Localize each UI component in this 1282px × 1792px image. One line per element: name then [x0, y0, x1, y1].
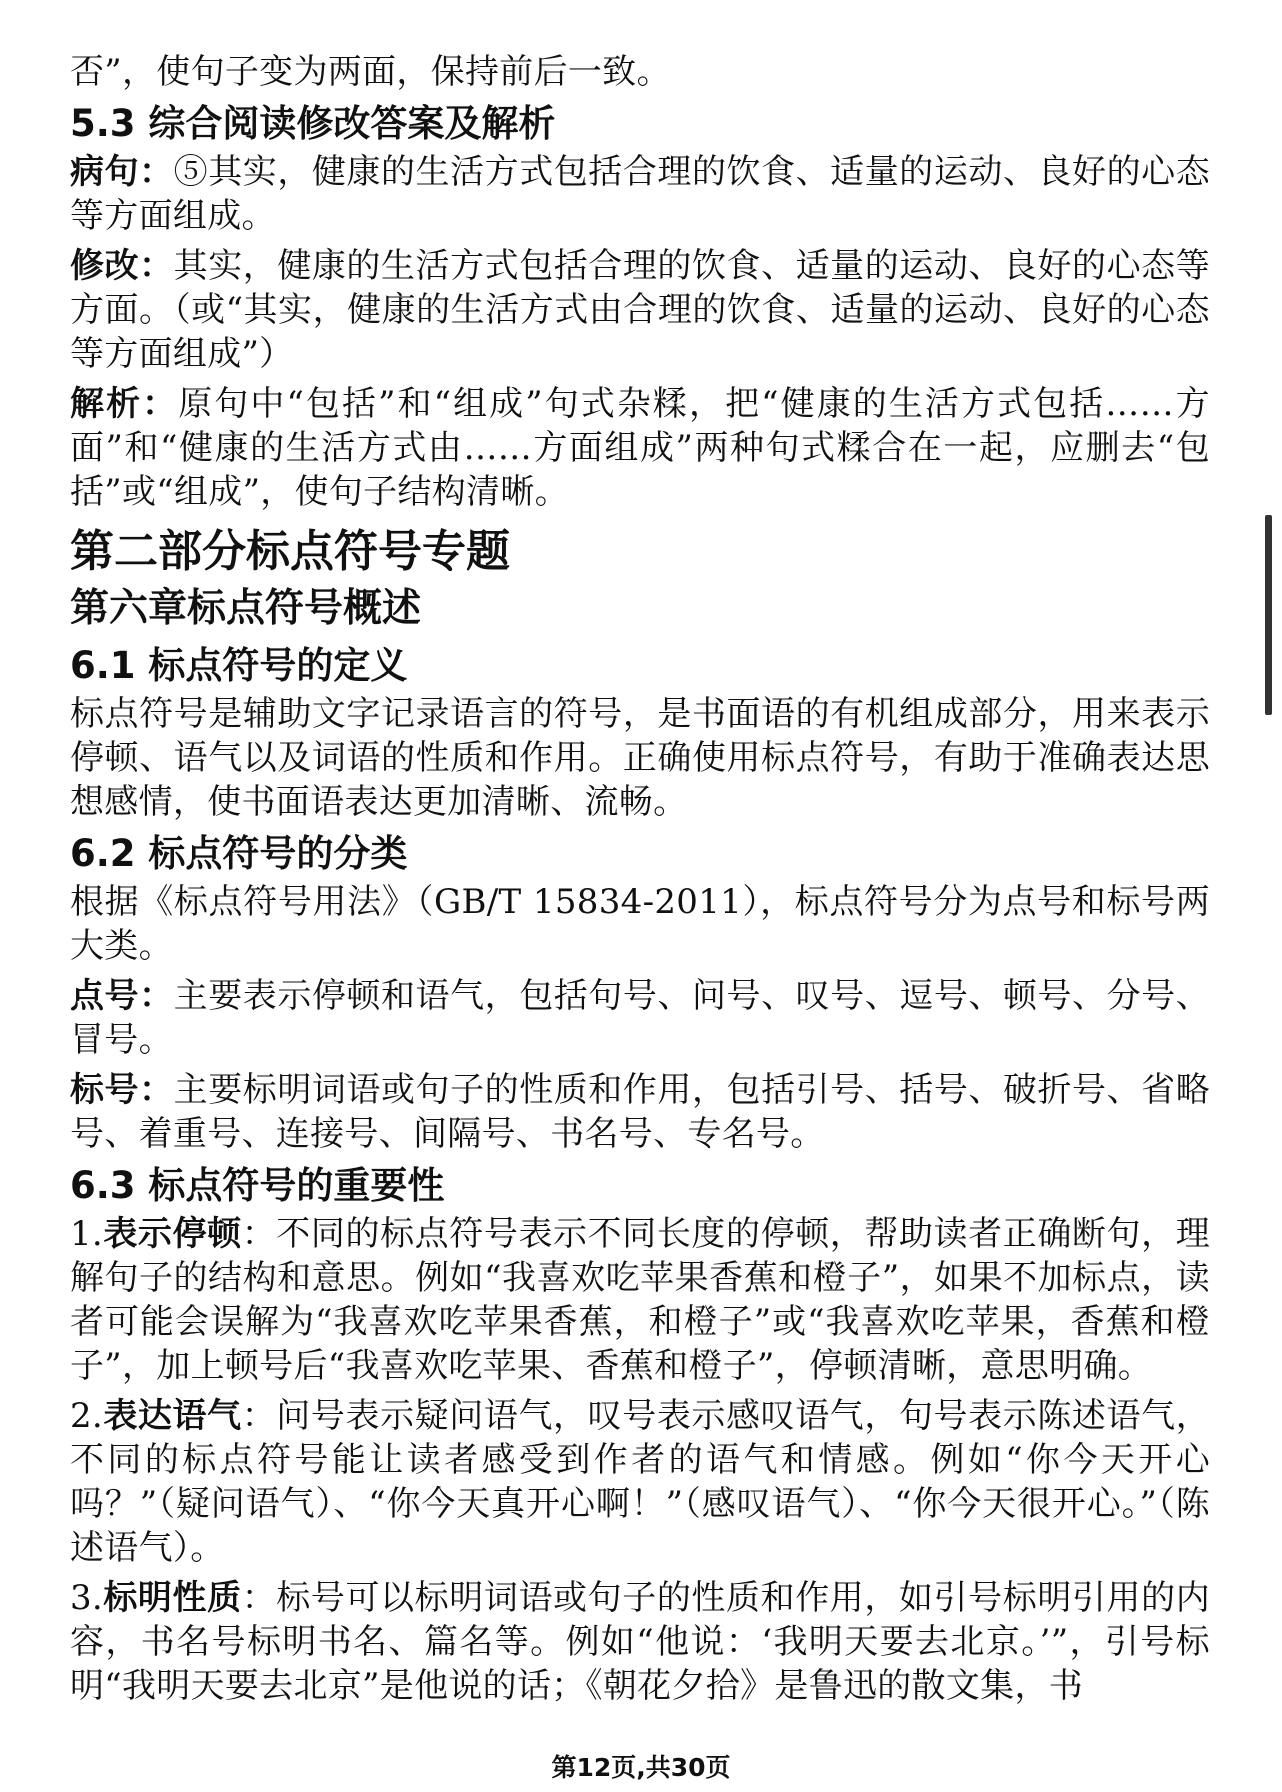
jiexi-paragraph: [70, 382, 1210, 514]
part-2-title: 第二部分标点符号专题: [70, 526, 510, 577]
item-1-number: 1.: [70, 1214, 104, 1254]
bingju-text: ⑤其实，健康的生活方式包括合理的饮食、适量的运动、良好的心态等方面组成。: [70, 152, 1211, 236]
xiugai-label: 修改：: [70, 246, 174, 286]
xiugai-text: 其实，健康的生活方式包括合理的饮食、适量的运动、良好的心态等方面。（或“其实，健康的生活方式由合理的饮食、适量的运动、良好的心态等方面组成”）: [70, 246, 1211, 374]
item-3-number: 3.: [70, 1578, 104, 1618]
biaohao-paragraph: [70, 1068, 1210, 1156]
importance-item-3: [70, 1576, 1210, 1708]
page-number-footer: 第12页,共30页: [551, 1753, 731, 1782]
item-2-number: 2.: [70, 1396, 104, 1436]
section-5-3-title: 5.3 综合阅读修改答案及解析: [70, 102, 556, 145]
dianhao-text: 主要表示停顿和语气，包括句号、问号、叹号、逗号、顿号、分号、冒号。: [70, 976, 1211, 1060]
document-page: [70, 50, 1210, 1708]
dianhao-paragraph: [70, 974, 1210, 1062]
xiugai-paragraph: [70, 244, 1210, 376]
section-6-2-title: 6.2 标点符号的分类: [70, 832, 408, 875]
chapter-6-title: 第六章标点符号概述: [70, 586, 422, 631]
bingju-label: 病句：: [70, 152, 174, 192]
section-6-1-title: 6.1 标点符号的定义: [70, 644, 408, 687]
section-6-1-text: 标点符号是辅助文字记录语言的符号，是书面语的有机组成部分，用来表示停顿、语气以及词语的性质和作用。正确使用标点符号，有助于准确表达思想感情，使书面语表达更加清晰、流畅。: [70, 694, 1210, 822]
item-3-text: ：标号可以标明词语或句子的性质和作用，如引号标明引用的内容，书名号标明书名、篇名等。例如“他说：‘我明天要去北京。’”，引号标明“我明天要去北京”是他说的话；《朝花夕拾》是鲁迅的散文集，书: [70, 1578, 1211, 1706]
bingju-paragraph: [70, 150, 1210, 238]
section-6-3-title: 6.3 标点符号的重要性: [70, 1164, 445, 1207]
intro-line: 否”，使句子变为两面，保持前后一致。: [70, 52, 671, 92]
importance-item-2: [70, 1394, 1210, 1570]
item-2-text: ：问号表示疑问语气，叹号表示感叹语气，句号表示陈述语气，不同的标点符号能让读者感受到作者的语气和情感。例如“你今天开心吗？”（疑问语气）、“你今天真开心啊！”（感叹语气）、“你今天很开心。”（陈述语气）。: [70, 1396, 1211, 1568]
importance-item-1: [70, 1212, 1210, 1388]
section-6-2-text: 根据《标点符号用法》（GB/T 15834-2011），标点符号分为点号和标号两大类。: [70, 882, 1210, 966]
biaohao-label: 标号：: [70, 1070, 174, 1110]
item-1-text: ：不同的标点符号表示不同长度的停顿，帮助读者正确断句，理解句子的结构和意思。例如“我喜欢吃苹果香蕉和橙子”，如果不加标点，读者可能会误解为“我喜欢吃苹果香蕉，和橙子”或“我喜欢吃苹果，香蕉和橙子”，加上顿号后“我喜欢吃苹果、香蕉和橙子”，停顿清晰，意思明确。: [70, 1214, 1211, 1386]
scrollbar-thumb[interactable]: [1265, 515, 1272, 715]
item-1-label: 表示停顿: [103, 1214, 242, 1254]
dianhao-label: 点号：: [70, 976, 174, 1016]
item-3-label: 标明性质: [103, 1578, 242, 1618]
item-2-label: 表达语气: [103, 1396, 242, 1436]
jiexi-label: 解析：: [70, 384, 179, 424]
jiexi-text: 原句中“包括”和“组成”句式杂糅，把“健康的生活方式包括……方面”和“健康的生活方式由……方面组成”两种句式糅合在一起，应删去“包括”或“组成”，使句子结构清晰。: [70, 384, 1210, 512]
biaohao-text: 主要标明词语或句子的性质和作用，包括引号、括号、破折号、省略号、着重号、连接号、间隔号、书名号、专名号。: [70, 1070, 1211, 1154]
